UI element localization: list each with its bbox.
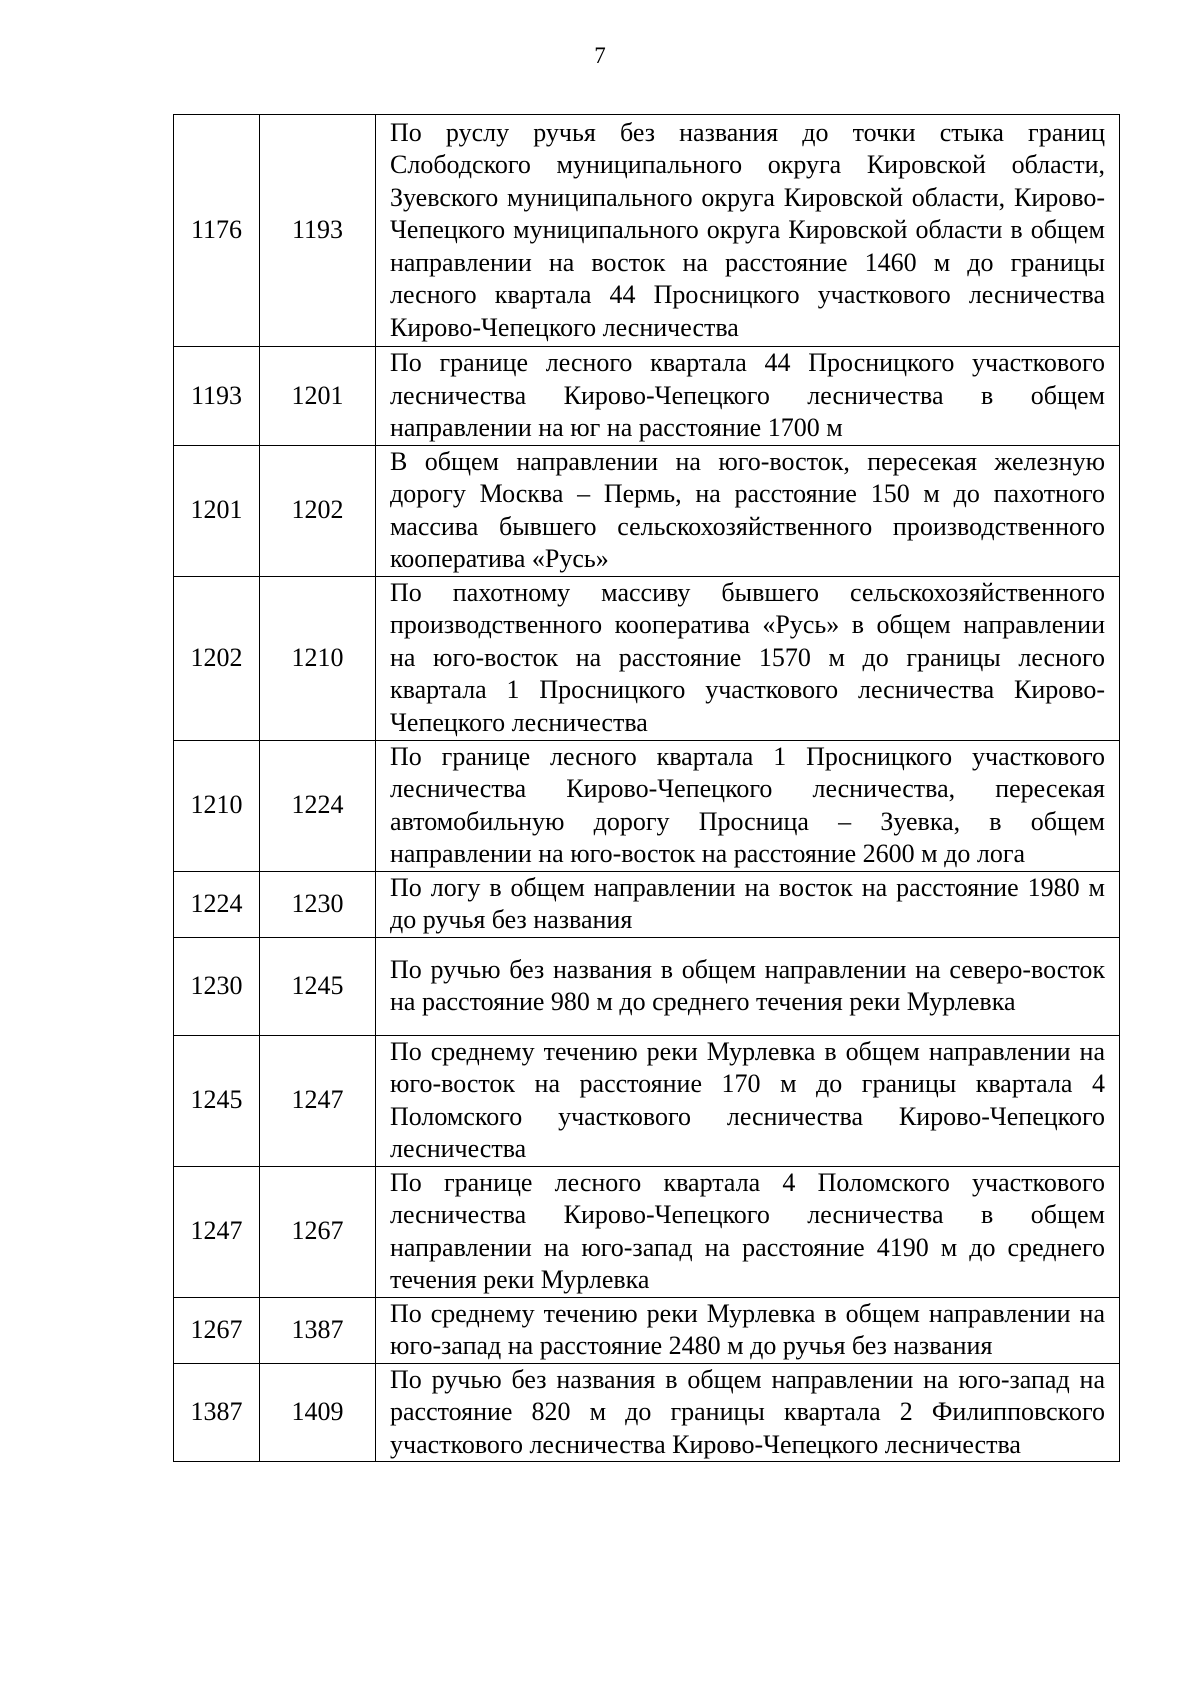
- point-from: 1247: [174, 1166, 260, 1297]
- segment-description: По границе лесного квартала 44 Просницкого участкового лесничества Кирово-Чепецкого лесничества в общем направлении на юг на расстояние 1700 м: [376, 347, 1120, 446]
- point-to: 1409: [260, 1363, 376, 1462]
- table-row: [174, 347, 1120, 446]
- point-to: 1267: [260, 1166, 376, 1297]
- point-to: 1224: [260, 740, 376, 871]
- table-row: [174, 1297, 1120, 1363]
- point-from: 1224: [174, 871, 260, 937]
- segment-description: В общем направлении на юго-восток, пересекая железную дорогу Москва – Пермь, на расстояние 150 м до пахотного массива бывшего сельскохозяйственного производственного кооператива «Русь»: [376, 445, 1120, 576]
- segment-description: По границе лесного квартала 1 Просницкого участкового лесничества Кирово-Чепецкого лесничества, пересекая автомобильную дорогу Просница – Зуевка, в общем направлении на юго-восток на расстояние 2600 м до лога: [376, 740, 1120, 871]
- point-from: 1201: [174, 445, 260, 576]
- page-number: 7: [594, 43, 606, 68]
- segment-description: По границе лесного квартала 4 Поломского участкового лесничества Кирово-Чепецкого лесничества в общем направлении на юго-запад на расстояние 4190 м до среднего течения реки Мурлевка: [376, 1166, 1120, 1297]
- table-row: [174, 1035, 1120, 1166]
- table-row: [174, 115, 1120, 347]
- table-row: [174, 937, 1120, 1035]
- boundary-table: [173, 114, 1120, 1462]
- segment-description: По среднему течению реки Мурлевка в общем направлении на юго-восток на расстояние 170 м до границы квартала 4 Поломского участкового лесничества Кирово-Чепецкого лесничества: [376, 1035, 1120, 1166]
- segment-description: По среднему течению реки Мурлевка в общем направлении на юго-запад на расстояние 2480 м до ручья без названия: [376, 1297, 1120, 1363]
- table-row: [174, 871, 1120, 937]
- table-row: [174, 445, 1120, 576]
- segment-description: По пахотному массиву бывшего сельскохозяйственного производственного кооператива «Русь» в общем направлении на юго-восток на расстояние 1570 м до границы лесного квартала 1 Просницкого участкового лесничества Кирово-Чепецкого лесничества: [376, 576, 1120, 740]
- point-from: 1193: [174, 347, 260, 446]
- point-to: 1245: [260, 937, 376, 1035]
- table-row: [174, 1166, 1120, 1297]
- point-from: 1230: [174, 937, 260, 1035]
- point-to: 1201: [260, 347, 376, 446]
- point-to: 1247: [260, 1035, 376, 1166]
- point-from: 1210: [174, 740, 260, 871]
- point-from: 1387: [174, 1363, 260, 1462]
- point-to: 1230: [260, 871, 376, 937]
- segment-description: По ручью без названия в общем направлении на северо-восток на расстояние 980 м до среднего течения реки Мурлевка: [376, 937, 1120, 1035]
- point-to: 1387: [260, 1297, 376, 1363]
- table-row: [174, 576, 1120, 740]
- point-from: 1245: [174, 1035, 260, 1166]
- segment-description: По руслу ручья без названия до точки стыка границ Слободского муниципального округа Кировской области, Зуевского муниципального округа Кировской области, Кирово-Чепецкого муниципального округа Кировской области в общем направлении на восток на расстояние 1460 м до границы лесного квартала 44 Просницкого участкового лесничества Кирово-Чепецкого лесничества: [376, 115, 1120, 347]
- point-to: 1193: [260, 115, 376, 347]
- point-from: 1202: [174, 576, 260, 740]
- segment-description: По логу в общем направлении на восток на расстояние 1980 м до ручья без названия: [376, 871, 1120, 937]
- table-row: [174, 1363, 1120, 1462]
- point-from: 1176: [174, 115, 260, 347]
- point-from: 1267: [174, 1297, 260, 1363]
- point-to: 1202: [260, 445, 376, 576]
- point-to: 1210: [260, 576, 376, 740]
- table-row: [174, 740, 1120, 871]
- segment-description: По ручью без названия в общем направлении на юго-запад на расстояние 820 м до границы квартала 2 Филипповского участкового лесничества Кирово-Чепецкого лесничества: [376, 1363, 1120, 1462]
